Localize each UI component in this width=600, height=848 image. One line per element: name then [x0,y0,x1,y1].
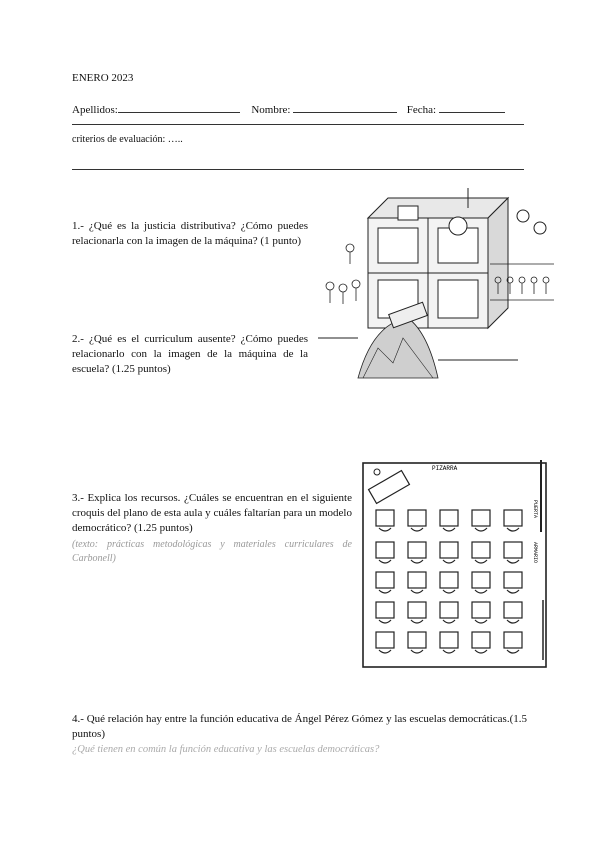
blackboard-label: PIZARRA [432,465,458,472]
student-chair [411,560,423,563]
student-desk [408,510,426,526]
student-desk [376,572,394,588]
student-chair [507,560,519,563]
nombre-label: Nombre: [251,104,291,116]
student-desk [440,632,458,648]
student-desk [408,602,426,618]
student-chair [475,650,487,653]
student-chair [443,620,455,623]
divider-line [72,124,524,125]
question-1: 1.- ¿Qué es la justicia distributiva? ¿Cómo puedes relacionarla con la imagen de la máquina? (1 punto) [72,220,308,247]
question-3: 3.- Explica los recursos. ¿Cuáles se encuentran en el siguiente croquis del plano de esta aula y cuáles faltarían para un modelo democrático? (1.25 puntos) [72,492,352,534]
student-chair [379,528,391,531]
student-desk [504,602,522,618]
school-machine-illustration [318,188,556,384]
apellidos-field[interactable] [118,102,240,113]
student-chair [443,528,455,531]
fecha-label: Fecha: [406,104,437,116]
student-desk [440,542,458,558]
student-chair [507,650,519,653]
student-chair [411,590,423,593]
student-desk [376,632,394,648]
question-2: 2.- ¿Qué es el curriculum ausente? ¿Cómo puedes relacionarlo con la imagen de la máquina de la escuela? (1.25 puntos) [72,333,308,375]
student-chair [475,528,487,531]
student-chair [379,620,391,623]
question-4-note: ¿Qué tienen en común la función educativa y las escuelas democráticas? [72,744,380,755]
divider-line [72,169,524,170]
student-desk [408,542,426,558]
student-desk [440,510,458,526]
teacher-desk [369,471,410,504]
student-desk [504,632,522,648]
student-desk [440,572,458,588]
student-desk [472,602,490,618]
student-desk [376,602,394,618]
student-desk [472,572,490,588]
student-chair [443,590,455,593]
apellidos-label: Apellidos: [72,104,118,116]
student-desk [504,510,522,526]
student-desk [408,572,426,588]
student-chair [507,620,519,623]
exam-date: ENERO 2023 [72,72,134,84]
fecha-field[interactable] [439,102,505,113]
student-chair [379,560,391,563]
classroom-floor-plan [360,460,550,670]
student-desk [504,542,522,558]
student-chair [475,620,487,623]
cabinet-label: ARMARIO [532,542,538,564]
student-desk [472,632,490,648]
student-chair [411,528,423,531]
student-info-row [72,102,505,116]
student-desk [376,542,394,558]
criteria-text: criterios de evaluación: ….. [72,134,183,145]
student-chair [507,590,519,593]
student-chair [379,650,391,653]
student-desk [408,632,426,648]
student-desk [472,542,490,558]
student-chair [411,650,423,653]
question-3-note: (texto: prácticas metodológicas y materiales curriculares de Carbonell) [72,539,352,564]
student-desk [440,602,458,618]
student-chair [507,528,519,531]
student-desk [472,510,490,526]
student-chair [475,590,487,593]
student-desk [504,572,522,588]
student-desk [376,510,394,526]
student-chair [411,620,423,623]
student-chair [379,590,391,593]
door-label: PUERTA [532,500,538,519]
student-chair [443,560,455,563]
student-chair [475,560,487,563]
teacher-chair [374,469,380,475]
question-4: 4.- Qué relación hay entre la función educativa de Ángel Pérez Gómez y las escuelas democráticas.(1.5 puntos) [72,713,527,740]
nombre-field[interactable] [293,102,397,113]
student-chair [443,650,455,653]
